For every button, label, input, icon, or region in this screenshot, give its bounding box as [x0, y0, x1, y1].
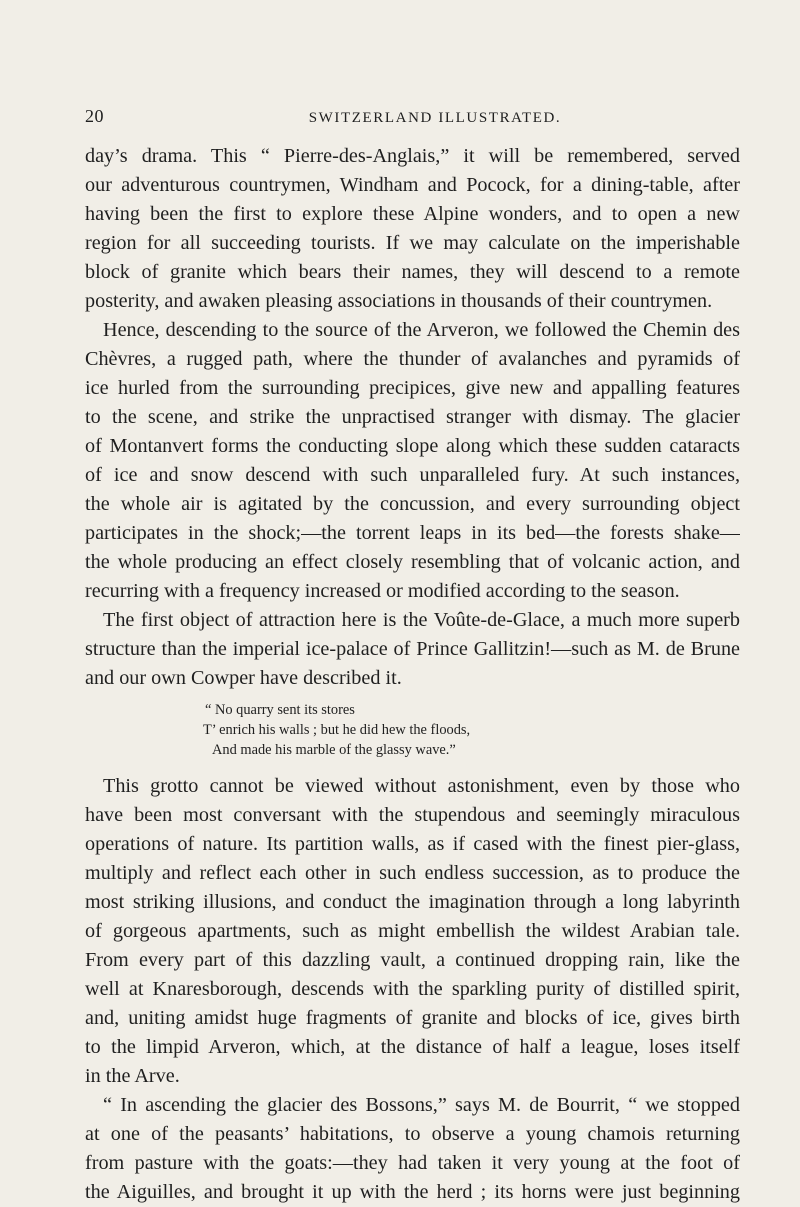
text-line: to the scene, and strike the unpractised stranger with dismay. The glacier: [85, 406, 740, 428]
text-line: This grotto cannot be viewed without astonishment, even by those who: [103, 775, 740, 797]
text-line: The first object of attraction here is the Voûte-de-Glace, a much more superb: [103, 609, 740, 631]
text-line: have been most conversant with the stupendous and seemingly miraculous: [85, 804, 740, 826]
text-line: of gorgeous apartments, such as might embellish the wildest Arabian tale.: [85, 920, 740, 942]
running-title: SWITZERLAND ILLUSTRATED.: [308, 110, 562, 126]
text-line: region for all succeeding tourists. If we may calculate on the imperishable: [85, 232, 740, 254]
quote-line: T’ enrich his walls ; but he did hew the floods,: [203, 722, 471, 738]
text-line: having been the first to explore these Alpine wonders, and to open a new: [85, 203, 740, 225]
text-line: in the Arve.: [85, 1065, 180, 1087]
text-line: Hence, descending to the source of the Arveron, we followed the Chemin des: [103, 319, 740, 341]
page-header: [85, 106, 750, 130]
text-line: well at Knaresborough, descends with the sparkling purity of distilled spirit,: [85, 978, 740, 1000]
verse-quotation: [85, 701, 740, 763]
text-line: participates in the shock;—the torrent leaps in its bed—the forests shake—: [85, 522, 740, 544]
text-line: to the limpid Arveron, which, at the distance of half a league, loses itself: [85, 1036, 740, 1058]
body-text: [85, 142, 740, 1207]
text-line: From every part of this dazzling vault, a continued dropping rain, like the: [85, 949, 740, 971]
paragraph-2: [85, 316, 740, 606]
text-line: of Montanvert forms the conducting slope along which these sudden cataracts: [85, 435, 740, 457]
quote-line: And made his marble of the glassy wave.”: [212, 742, 456, 758]
text-line: most striking illusions, and conduct the imagination through a long labyrinth: [85, 891, 740, 913]
text-line: and, uniting amidst huge fragments of granite and blocks of ice, gives birth: [85, 1007, 740, 1029]
text-line: structure than the imperial ice-palace of Prince Gallitzin!—such as M. de Brune: [85, 638, 740, 660]
paragraph-1: [85, 142, 740, 316]
text-line: the whole producing an effect closely resembling that of volcanic action, and: [85, 551, 740, 573]
page-number: 20: [85, 106, 104, 126]
text-line: block of granite which bears their names, they will descend to a remote: [85, 261, 740, 283]
text-line: at one of the peasants’ habitations, to observe a young chamois returning: [85, 1123, 740, 1145]
text-line: recurring with a frequency increased or modified according to the season.: [85, 580, 680, 602]
text-line: multiply and reflect each other in such endless succession, as to produce the: [85, 862, 740, 884]
text-line: “ In ascending the glacier des Bossons,” says M. de Bourrit, “ we stopped: [103, 1094, 740, 1116]
paragraph-5: [85, 1091, 740, 1207]
text-line: from pasture with the goats:—they had taken it very young at the foot of: [85, 1152, 740, 1174]
text-line: our adventurous countrymen, Windham and Pocock, for a dining-table, after: [85, 174, 740, 196]
text-line: the Aiguilles, and brought it up with the herd ; its horns were just beginning: [85, 1181, 740, 1203]
quote-line: “ No quarry sent its stores: [205, 702, 355, 718]
text-line: Chèvres, a rugged path, where the thunder of avalanches and pyramids of: [85, 348, 740, 370]
text-line: posterity, and awaken pleasing associations in thousands of their countrymen.: [85, 290, 713, 312]
text-line: of ice and snow descend with such unparalleled fury. At such instances,: [85, 464, 740, 486]
text-line: day’s drama. This “ Pierre-des-Anglais,” it will be remembered, served: [85, 145, 740, 167]
text-line: ice hurled from the surrounding precipices, give new and appalling features: [85, 377, 740, 399]
text-line: and our own Cowper have described it.: [85, 667, 402, 689]
paragraph-4: [85, 772, 740, 1091]
text-line: operations of nature. Its partition walls, as if cased with the finest pier-glass,: [85, 833, 740, 855]
text-line: the whole air is agitated by the concussion, and every surrounding object: [85, 493, 740, 515]
paragraph-3: [85, 606, 740, 693]
